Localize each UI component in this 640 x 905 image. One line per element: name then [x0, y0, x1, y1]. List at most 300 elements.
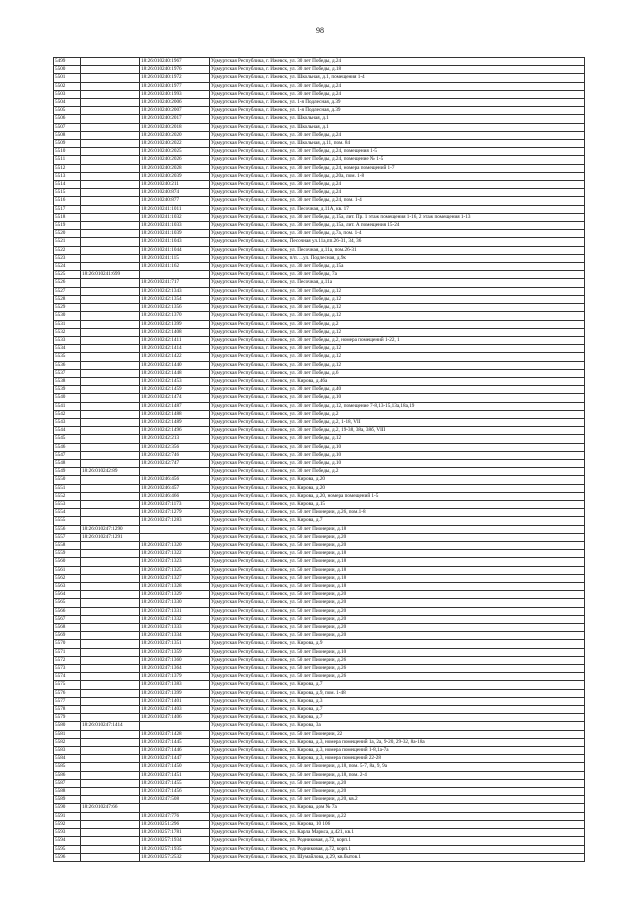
land-cadastral-number-cell [81, 205, 140, 213]
table-row [54, 181, 585, 189]
address-cell: Удмуртская Республика, г. Ижевск, ул. Школьная, д.1, помещения 1-4 [210, 74, 585, 82]
land-cadastral-number-cell [81, 451, 140, 459]
row-number-cell: 5501 [54, 74, 81, 82]
building-cadastral-number-cell: 18:26:010246:457 [140, 484, 210, 492]
building-cadastral-number-cell: 18:26:010247:1330 [140, 599, 210, 607]
building-cadastral-number-cell [140, 533, 210, 541]
building-cadastral-number-cell: 18:26:010242:1411 [140, 336, 210, 344]
building-cadastral-number-cell [140, 804, 210, 812]
table-row [54, 476, 585, 484]
address-cell: Удмуртская Республика, г. Ижевск, ул. Кирова, д.15 [210, 500, 585, 508]
land-cadastral-number-cell [81, 312, 140, 320]
land-cadastral-number-cell [81, 361, 140, 369]
land-cadastral-number-cell [81, 181, 140, 189]
row-number-cell: 5518 [54, 213, 81, 221]
building-cadastral-number-cell: 18:26:010241:1011 [140, 205, 210, 213]
row-number-cell: 5560 [54, 558, 81, 566]
land-cadastral-number-cell [81, 369, 140, 377]
row-number-cell: 5562 [54, 574, 81, 582]
building-cadastral-number-cell: 18:26:010247:1403 [140, 706, 210, 714]
table-row [54, 386, 585, 394]
row-number-cell: 5579 [54, 714, 81, 722]
address-cell: Удмуртская Республика, г. Ижевск, ул. 50 лет Пионерии, д.18 [210, 558, 585, 566]
table-row [54, 295, 585, 303]
address-cell: Удмуртская Республика, г. Ижевск, ул. Кирова, 10 106 [210, 820, 585, 828]
address-cell: Удмуртская Республика, г. Ижевск, ул. 30 лет Победы, д.40 [210, 386, 585, 394]
table-row [54, 853, 585, 861]
row-number-cell: 5516 [54, 197, 81, 205]
address-cell: Удмуртская Республика, г. Ижевск, ул. 50 лет Пионерии, д.20 [210, 533, 585, 541]
row-number-cell: 5555 [54, 517, 81, 525]
land-cadastral-number-cell [81, 263, 140, 271]
table-row [54, 213, 585, 221]
row-number-cell: 5576 [54, 689, 81, 697]
address-cell: Удмуртская Республика, г. Ижевск, ул. Кирова, д.20, номера помещений 1-5 [210, 492, 585, 500]
row-number-cell: 5526 [54, 279, 81, 287]
table-row [54, 845, 585, 853]
address-cell: Удмуртская Республика, г. Ижевск, ул. 1-я Подлесная, д.39 [210, 107, 585, 115]
land-cadastral-number-cell [81, 550, 140, 558]
land-cadastral-number-cell: 18:26:010247:66 [81, 804, 140, 812]
address-cell: Удмуртская Республика, г. Ижевск, ул. 50 лет Пионерии, д.18 [210, 583, 585, 591]
table-row [54, 336, 585, 344]
land-cadastral-number-cell [81, 459, 140, 467]
land-cadastral-number-cell [81, 164, 140, 172]
row-number-cell: 5581 [54, 730, 81, 738]
table-row [54, 82, 585, 90]
building-cadastral-number-cell: 18:26:010247:1322 [140, 550, 210, 558]
building-cadastral-number-cell: 18:26:010247:1327 [140, 574, 210, 582]
row-number-cell: 5558 [54, 541, 81, 549]
building-cadastral-number-cell: 18:26:010242:746 [140, 451, 210, 459]
table-row [54, 107, 585, 115]
table-row [54, 574, 585, 582]
land-cadastral-number-cell [81, 607, 140, 615]
row-number-cell: 5510 [54, 148, 81, 156]
land-cadastral-number-cell [81, 213, 140, 221]
building-cadastral-number-cell: 18:26:010242:1474 [140, 394, 210, 402]
building-cadastral-number-cell: 18:26:010242:747 [140, 459, 210, 467]
building-cadastral-number-cell: 18:26:010241:1043 [140, 238, 210, 246]
address-cell: Удмуртская Республика, г. Ижевск, ул. Кирова, д.3, номера помещений 1а, 2а, 9-20, 29-32, 8а-18а [210, 738, 585, 746]
row-number-cell: 5574 [54, 673, 81, 681]
land-cadastral-number-cell [81, 304, 140, 312]
row-number-cell: 5528 [54, 295, 81, 303]
address-cell: Удмуртская Республика, г. Ижевск, ул. Кирова, д.7 [210, 714, 585, 722]
row-number-cell: 5567 [54, 615, 81, 623]
building-cadastral-number-cell: 18:26:010247:1451 [140, 771, 210, 779]
building-cadastral-number-cell: 18:26:010242:1356 [140, 304, 210, 312]
table-row [54, 353, 585, 361]
address-cell: Удмуртская Республика, г. Ижевск, ул. 30 лет Победы, д.24, помещения 1-5 [210, 148, 585, 156]
address-cell: Удмуртская Республика, г. Ижевск, ул. 50 лет Пионерии, д.20 [210, 607, 585, 615]
building-cadastral-number-cell: 18:26:010247:1447 [140, 755, 210, 763]
building-cadastral-number-cell: 18:26:010241:1032 [140, 213, 210, 221]
table-row [54, 451, 585, 459]
table-row [54, 525, 585, 533]
row-number-cell: 5530 [54, 312, 81, 320]
row-number-cell: 5536 [54, 361, 81, 369]
building-cadastral-number-cell: 18:26:010240:211 [140, 181, 210, 189]
address-cell: Удмуртская Республика, г. Ижевск, ул. Кирова, д.7 [210, 681, 585, 689]
address-cell: Удмуртская Республика, г. Ижевск, ул. 50 лет Пионерии, д.26 [210, 656, 585, 664]
row-number-cell: 5541 [54, 402, 81, 410]
address-cell: Удмуртская Республика, г. Ижевск, ул. 30 лет Победы, д.10 [210, 443, 585, 451]
table-row [54, 763, 585, 771]
building-cadastral-number-cell: 18:26:010247:1279 [140, 509, 210, 517]
table-row [54, 394, 585, 402]
building-cadastral-number-cell: 18:26:010240:1976 [140, 66, 210, 74]
address-cell: Удмуртская Республика, г. Ижевск, ул. 30 лет Победы, д.12 [210, 328, 585, 336]
land-cadastral-number-cell [81, 615, 140, 623]
land-cadastral-number-cell: 18:26:010247:1414 [81, 722, 140, 730]
address-cell: Удмуртская Республика, г. Ижевск, ул. Кирова, дом № 7а [210, 804, 585, 812]
table-row [54, 747, 585, 755]
building-cadastral-number-cell: 18:26:010242:1489 [140, 418, 210, 426]
land-cadastral-number-cell: 18:26:010247:1290 [81, 525, 140, 533]
land-cadastral-number-cell [81, 820, 140, 828]
building-cadastral-number-cell: 18:26:010247:1329 [140, 591, 210, 599]
building-cadastral-number-cell: 18:26:010242:1408 [140, 328, 210, 336]
land-cadastral-number-cell [81, 410, 140, 418]
row-number-cell: 5591 [54, 812, 81, 820]
land-cadastral-number-cell [81, 574, 140, 582]
address-cell: Удмуртская Республика, г. Ижевск, ул. 30 лет Победы, д.2, 1-18, VII [210, 418, 585, 426]
address-cell: Удмуртская Республика, г. Ижевск, ул. 30 лет Победы, д.2 [210, 410, 585, 418]
land-cadastral-number-cell [81, 583, 140, 591]
address-cell: Удмуртская Республика, г. Ижевск, ул. 50 лет Пионерии, д.20 [210, 624, 585, 632]
table-row [54, 492, 585, 500]
building-cadastral-number-cell: 18:26:010247:1455 [140, 779, 210, 787]
address-cell: Удмуртская Республика, г. Ижевск, ул. 50 лет Пионерии, д.18 [210, 525, 585, 533]
table-row [54, 115, 585, 123]
building-cadastral-number-cell: 18:26:010240:1977 [140, 82, 210, 90]
table-row [54, 722, 585, 730]
building-cadastral-number-cell: 18:26:010247:508 [140, 796, 210, 804]
land-cadastral-number-cell [81, 345, 140, 353]
table-row [54, 738, 585, 746]
row-number-cell: 5578 [54, 706, 81, 714]
address-cell: Удмуртская Республика, г. Ижевск, ул. 30 лет Победы, д.15а, лит. Пр. 1 этаж помещения 1-16, 2 этаж помещения 1-13 [210, 213, 585, 221]
row-number-cell: 5586 [54, 771, 81, 779]
table-row [54, 459, 585, 467]
table-row [54, 148, 585, 156]
table-row [54, 345, 585, 353]
table-row [54, 312, 585, 320]
land-cadastral-number-cell [81, 427, 140, 435]
address-cell: Удмуртская Республика, г. Ижевск, ул. 50 лет Пионерии, д.22 [210, 812, 585, 820]
table-row [54, 377, 585, 385]
row-number-cell: 5547 [54, 451, 81, 459]
land-cadastral-number-cell [81, 279, 140, 287]
table-row [54, 624, 585, 632]
row-number-cell: 5583 [54, 747, 81, 755]
table-row [54, 435, 585, 443]
row-number-cell: 5533 [54, 336, 81, 344]
address-cell: Удмуртская Республика, г. Ижевск, ул. 30 лет Победы, д.12 [210, 312, 585, 320]
table-row [54, 829, 585, 837]
table-row [54, 673, 585, 681]
address-cell: Удмуртская Республика, г. Ижевск, ул. 50 лет Пионерии, д.26, пом.1-8 [210, 509, 585, 517]
row-number-cell: 5508 [54, 131, 81, 139]
address-cell: Удмуртская Республика, г. Ижевск, ул. 50 лет Пионерии, д.18 [210, 566, 585, 574]
land-cadastral-number-cell [81, 755, 140, 763]
land-cadastral-number-cell [81, 730, 140, 738]
table-row [54, 287, 585, 295]
address-cell: Удмуртская Республика, г. Ижевск, ул. Школьная, д.1 [210, 115, 585, 123]
building-cadastral-number-cell: 18:26:010247:1399 [140, 689, 210, 697]
table-row [54, 271, 585, 279]
table-row [54, 304, 585, 312]
address-cell: Удмуртская Республика, г. Ижевск, ул. Кирова, д.3, номера помещений 1-8,1а-7а [210, 747, 585, 755]
land-cadastral-number-cell [81, 763, 140, 771]
row-number-cell: 5513 [54, 172, 81, 180]
address-cell: Удмуртская Республика, г. Ижевск, ул. 50 лет Пионерии, 22 [210, 730, 585, 738]
table-row [54, 517, 585, 525]
land-cadastral-number-cell [81, 99, 140, 107]
building-cadastral-number-cell: 18:26:010240:2028 [140, 164, 210, 172]
address-cell: Удмуртская Республика, г. Ижевск, ул. 30 лет Победы, д.2 [210, 320, 585, 328]
table-row [54, 254, 585, 262]
row-number-cell: 5503 [54, 90, 81, 98]
land-cadastral-number-cell [81, 566, 140, 574]
row-number-cell: 5527 [54, 287, 81, 295]
table-row [54, 320, 585, 328]
row-number-cell: 5537 [54, 369, 81, 377]
address-cell: Удмуртская Республика, г. Ижевск, п/п. ...ул. Подлесная, д.9к [210, 254, 585, 262]
table-row [54, 58, 585, 66]
building-cadastral-number-cell: 18:26:010242:1488 [140, 410, 210, 418]
land-cadastral-number-cell [81, 812, 140, 820]
building-cadastral-number-cell: 18:26:010247:1328 [140, 583, 210, 591]
address-cell: Удмуртская Республика, г. Ижевск, ул. 30 лет Победы, д.12 [210, 361, 585, 369]
address-cell: Удмуртская Республика, г. Ижевск, ул. 50 лет Пионерии, д.18, пом. 2-4 [210, 771, 585, 779]
building-cadastral-number-cell: 18:26:010247:1283 [140, 517, 210, 525]
land-cadastral-number-cell [81, 238, 140, 246]
building-cadastral-number-cell: 18:26:010240:2022 [140, 140, 210, 148]
table-row [54, 443, 585, 451]
address-cell: Удмуртская Республика, г. Ижевск, ул. 50 лет Пионерии, д.10 [210, 648, 585, 656]
table-row [54, 665, 585, 673]
land-cadastral-number-cell [81, 779, 140, 787]
land-cadastral-number-cell [81, 484, 140, 492]
table-row [54, 656, 585, 664]
building-cadastral-number-cell: 18:26:010251:296 [140, 820, 210, 828]
building-cadastral-number-cell: 18:26:010247:1331 [140, 607, 210, 615]
land-cadastral-number-cell [81, 837, 140, 845]
land-cadastral-number-cell [81, 336, 140, 344]
table-row [54, 583, 585, 591]
row-number-cell: 5525 [54, 271, 81, 279]
address-cell: Удмуртская Республика, г. Ижевск, ул. Школьная, д.1 [210, 123, 585, 131]
row-number-cell: 5506 [54, 115, 81, 123]
address-cell: Удмуртская Республика, г. Ижевск, ул. 50 лет Пионерии, д.18, пом. 5-7, 8а, 9, 9а [210, 763, 585, 771]
address-cell: Удмуртская Республика, г. Ижевск, ул. 30 лет Победы, д.12 [210, 345, 585, 353]
row-number-cell: 5575 [54, 681, 81, 689]
address-cell: Удмуртская Республика, г. Ижевск, ул. Кирова, д.7 [210, 517, 585, 525]
address-cell: Удмуртская Республика, г. Ижевск, ул. 50 лет Пионерии, д.20 [210, 599, 585, 607]
building-cadastral-number-cell: 18:26:010240:2007 [140, 107, 210, 115]
land-cadastral-number-cell [81, 796, 140, 804]
address-cell: Удмуртская Республика, г. Ижевск, ул. Родниковая, д.72, корп.1 [210, 837, 585, 845]
building-cadastral-number-cell: 18:26:010247:1445 [140, 738, 210, 746]
row-number-cell: 5544 [54, 427, 81, 435]
address-cell: Удмуртская Республика, г. Ижевск, ул. Кирова, д.20 [210, 476, 585, 484]
table-row [54, 591, 585, 599]
table-row [54, 533, 585, 541]
address-cell: Удмуртская Республика, г. Ижевск, ул. 30 лет Победы, д.12 [210, 304, 585, 312]
row-number-cell: 5565 [54, 599, 81, 607]
building-cadastral-number-cell: 18:26:010247:1332 [140, 615, 210, 623]
address-cell: Удмуртская Республика, г. Ижевск, ул. Песочная, д.11а [210, 279, 585, 287]
land-cadastral-number-cell [81, 714, 140, 722]
row-number-cell: 5596 [54, 853, 81, 861]
building-cadastral-number-cell: 18:26:010240:2025 [140, 148, 210, 156]
land-cadastral-number-cell [81, 558, 140, 566]
building-cadastral-number-cell: 18:26:010247:1364 [140, 665, 210, 673]
building-cadastral-number-cell: 18:26:010247:1360 [140, 656, 210, 664]
row-number-cell: 5515 [54, 189, 81, 197]
row-number-cell: 5504 [54, 99, 81, 107]
table-row [54, 599, 585, 607]
table-row [54, 812, 585, 820]
row-number-cell: 5545 [54, 435, 81, 443]
row-number-cell: 5552 [54, 492, 81, 500]
address-cell: Удмуртская Республика, г. Ижевск, ул. 30 лет Победы, д.15а [210, 263, 585, 271]
row-number-cell: 5563 [54, 583, 81, 591]
row-number-cell: 5590 [54, 804, 81, 812]
row-number-cell: 5539 [54, 386, 81, 394]
table-row [54, 402, 585, 410]
address-cell: Удмуртская Республика, г. Ижевск, ул. Кирова, д.9 [210, 640, 585, 648]
land-cadastral-number-cell [81, 156, 140, 164]
address-cell: Удмуртская Республика, г. Ижевск, ул. Карла Маркса, д.421, кв.1 [210, 829, 585, 837]
row-number-cell: 5566 [54, 607, 81, 615]
table-row [54, 427, 585, 435]
building-cadastral-number-cell: 18:26:010257:1935 [140, 845, 210, 853]
land-cadastral-number-cell [81, 665, 140, 673]
building-cadastral-number-cell: 18:26:010242:1487 [140, 402, 210, 410]
building-cadastral-number-cell: 18:26:010241:115 [140, 254, 210, 262]
building-cadastral-number-cell: 18:26:010240:2039 [140, 172, 210, 180]
row-number-cell: 5559 [54, 550, 81, 558]
row-number-cell: 5585 [54, 763, 81, 771]
building-cadastral-number-cell: 18:26:010247:1334 [140, 632, 210, 640]
row-number-cell: 5594 [54, 837, 81, 845]
row-number-cell: 5502 [54, 82, 81, 90]
table-row [54, 837, 585, 845]
row-number-cell: 5573 [54, 665, 81, 673]
building-cadastral-number-cell [140, 468, 210, 476]
row-number-cell: 5543 [54, 418, 81, 426]
row-number-cell: 5517 [54, 205, 81, 213]
land-cadastral-number-cell [81, 418, 140, 426]
address-cell: Удмуртская Республика, г. Ижевск, ул. 30 лет Победы, д.20а, пом. 1-8 [210, 172, 585, 180]
address-cell: Удмуртская Республика, г. Ижевск, ул. 1-я Подлесная, д.39 [210, 99, 585, 107]
table-row [54, 788, 585, 796]
address-cell: Удмуртская Республика, г. Ижевск, ул. Шумайлова, д.29, кв.бытов.1 [210, 853, 585, 861]
row-number-cell: 5549 [54, 468, 81, 476]
table-row [54, 369, 585, 377]
address-cell: Удмуртская Республика, г. Ижевск, Песочная ул.11а,пп.26-31, 34, 36 [210, 238, 585, 246]
address-cell: Удмуртская Республика, г. Ижевск, ул. 50 лет Пионерии, д.18 [210, 550, 585, 558]
table-row [54, 197, 585, 205]
table-row [54, 156, 585, 164]
row-number-cell: 5584 [54, 755, 81, 763]
row-number-cell: 5561 [54, 566, 81, 574]
building-cadastral-number-cell: 18:26:010240:874 [140, 189, 210, 197]
table-row [54, 246, 585, 254]
building-cadastral-number-cell: 18:26:010242:1370 [140, 312, 210, 320]
land-cadastral-number-cell [81, 353, 140, 361]
building-cadastral-number-cell: 18:26:010247:1401 [140, 697, 210, 705]
building-cadastral-number-cell: 18:26:010240:2020 [140, 131, 210, 139]
land-cadastral-number-cell [81, 673, 140, 681]
building-cadastral-number-cell: 18:26:010247:1323 [140, 558, 210, 566]
land-cadastral-number-cell [81, 517, 140, 525]
table-row [54, 697, 585, 705]
address-cell: Удмуртская Республика, г. Ижевск, ул. 30 лет Победы, д.6 [210, 369, 585, 377]
land-cadastral-number-cell [81, 500, 140, 508]
table-row [54, 230, 585, 238]
row-number-cell: 5564 [54, 591, 81, 599]
table-row [54, 123, 585, 131]
land-cadastral-number-cell [81, 197, 140, 205]
table-row [54, 131, 585, 139]
building-cadastral-number-cell: 18:26:010240:2026 [140, 156, 210, 164]
land-cadastral-number-cell: 18:26:010242:89 [81, 468, 140, 476]
table-row [54, 796, 585, 804]
address-cell: Удмуртская Республика, г. Ижевск, ул. 30 лет Победы, д.15а, лит. А помещения 15-24 [210, 222, 585, 230]
building-cadastral-number-cell: 18:26:010241:717 [140, 279, 210, 287]
row-number-cell: 5554 [54, 509, 81, 517]
table-row [54, 714, 585, 722]
row-number-cell: 5540 [54, 394, 81, 402]
table-row [54, 468, 585, 476]
address-cell: Удмуртская Республика, г. Ижевск, ул. 50 лет Пионерии, д.20, кв.2 [210, 796, 585, 804]
address-cell: Удмуртская Республика, г. Ижевск, ул. 50 лет Пионерии, д.20 [210, 788, 585, 796]
land-cadastral-number-cell [81, 624, 140, 632]
table-row [54, 74, 585, 82]
building-cadastral-number-cell: 18:26:010247:1383 [140, 681, 210, 689]
table-row [54, 99, 585, 107]
building-cadastral-number-cell: 18:26:010247:1406 [140, 714, 210, 722]
address-cell: Удмуртская Республика, г. Ижевск, ул. 30 лет Победы, д.24 [210, 189, 585, 197]
address-cell: Удмуртская Республика, г. Ижевск, ул. 30 лет Победы, 7а [210, 271, 585, 279]
land-cadastral-number-cell [81, 148, 140, 156]
building-cadastral-number-cell: 18:26:010242:1496 [140, 427, 210, 435]
land-cadastral-number-cell [81, 131, 140, 139]
land-cadastral-number-cell [81, 123, 140, 131]
row-number-cell: 5520 [54, 230, 81, 238]
building-cadastral-number-cell: 18:26:010240:2018 [140, 123, 210, 131]
page-number: 98 [316, 26, 324, 35]
address-cell: Удмуртская Республика, г. Ижевск, ул. 30 лет Победы, д.2, номера помещений 1-22, 1 [210, 336, 585, 344]
building-cadastral-number-cell: 18:26:010247:1428 [140, 730, 210, 738]
table-row [54, 328, 585, 336]
address-cell: Удмуртская Республика, г. Ижевск, ул. 30 лет Победы, д.24 [210, 131, 585, 139]
address-cell: Удмуртская Республика, г. Ижевск, ул. 30 лет Победы, д.12 [210, 435, 585, 443]
table-row [54, 607, 585, 615]
table-row [54, 509, 585, 517]
building-cadastral-number-cell: 18:26:010247:1173 [140, 500, 210, 508]
building-cadastral-number-cell: 18:26:010240:1972 [140, 74, 210, 82]
row-number-cell: 5587 [54, 779, 81, 787]
table-row [54, 238, 585, 246]
address-cell: Удмуртская Республика, г. Ижевск, ул. Кирова, д.7 [210, 706, 585, 714]
table-row [54, 66, 585, 74]
table-row [54, 706, 585, 714]
